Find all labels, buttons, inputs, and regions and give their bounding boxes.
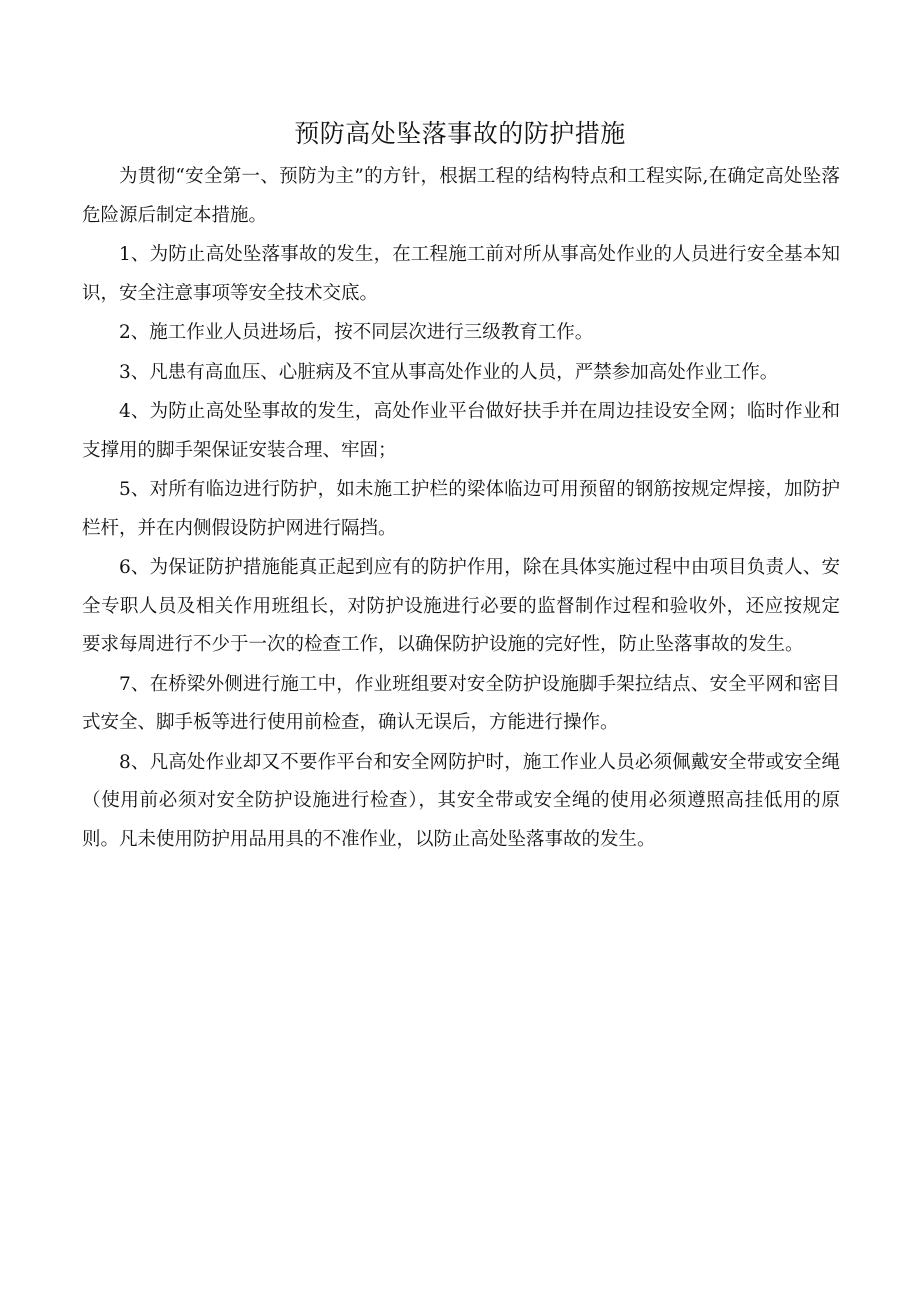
paragraph-item-6: 6、为保证防护措施能真正起到应有的防护作用，除在具体实施过程中由项目负责人、安全专职人员及相关作用班组长，对防护设施进行必要的监督制作过程和验收外，还应按规定要求每周进行不少于一次的检查工作，以确保防护设施的完好性，防止坠落事故的发生。 xyxy=(82,557,840,655)
paragraph-item-1: 1、为防止高处坠落事故的发生，在工程施工前对所从事高处作业的人员进行安全基本知识，安全注意事项等安全技术交底。 xyxy=(82,244,840,304)
paragraph-item-8: 8、凡高处作业却又不要作平台和安全网防护时，施工作业人员必须佩戴安全带或安全绳（使用前必须对安全防护设施进行检查），其安全带或安全绳的使用必须遵照高挂低用的原则。凡未使用防护用品用具的不准作业，以防止高处坠落事故的发生。 xyxy=(82,751,840,850)
paragraph-item-7: 7、在桥梁外侧进行施工中，作业班组要对安全防护设施脚手架拉结点、安全平网和密目式安全、脚手板等进行使用前检查，确认无误后，方能进行操作。 xyxy=(82,673,840,733)
paragraph-item-3: 3、凡患有高血压、心脏病及不宜从事高处作业的人员，严禁参加高处作业工作。 xyxy=(119,361,779,383)
paragraph-item-2: 2、施工作业人员进场后，按不同层次进行三级教育工作。 xyxy=(119,322,594,343)
document-body xyxy=(82,158,840,860)
paragraph-item-4: 4、为防止高处坠事故的发生，高处作业平台做好扶手并在周边挂设安全网；临时作业和支撑用的脚手架保证安装合理、牢固； xyxy=(82,401,840,461)
paragraph-item-5: 5、对所有临边进行防护，如未施工护栏的梁体临边可用预留的钢筋按规定焊接，加防护栏杆，并在内侧假设防护网进行隔挡。 xyxy=(82,479,840,539)
paragraph-intro: 为贯彻“安全第一、预防为主”的方针，根据工程的结构特点和工程实际,在确定高处坠落危险源后制定本措施。 xyxy=(82,166,840,226)
document-title: 预防高处坠落事故的防护措施 xyxy=(294,119,626,148)
